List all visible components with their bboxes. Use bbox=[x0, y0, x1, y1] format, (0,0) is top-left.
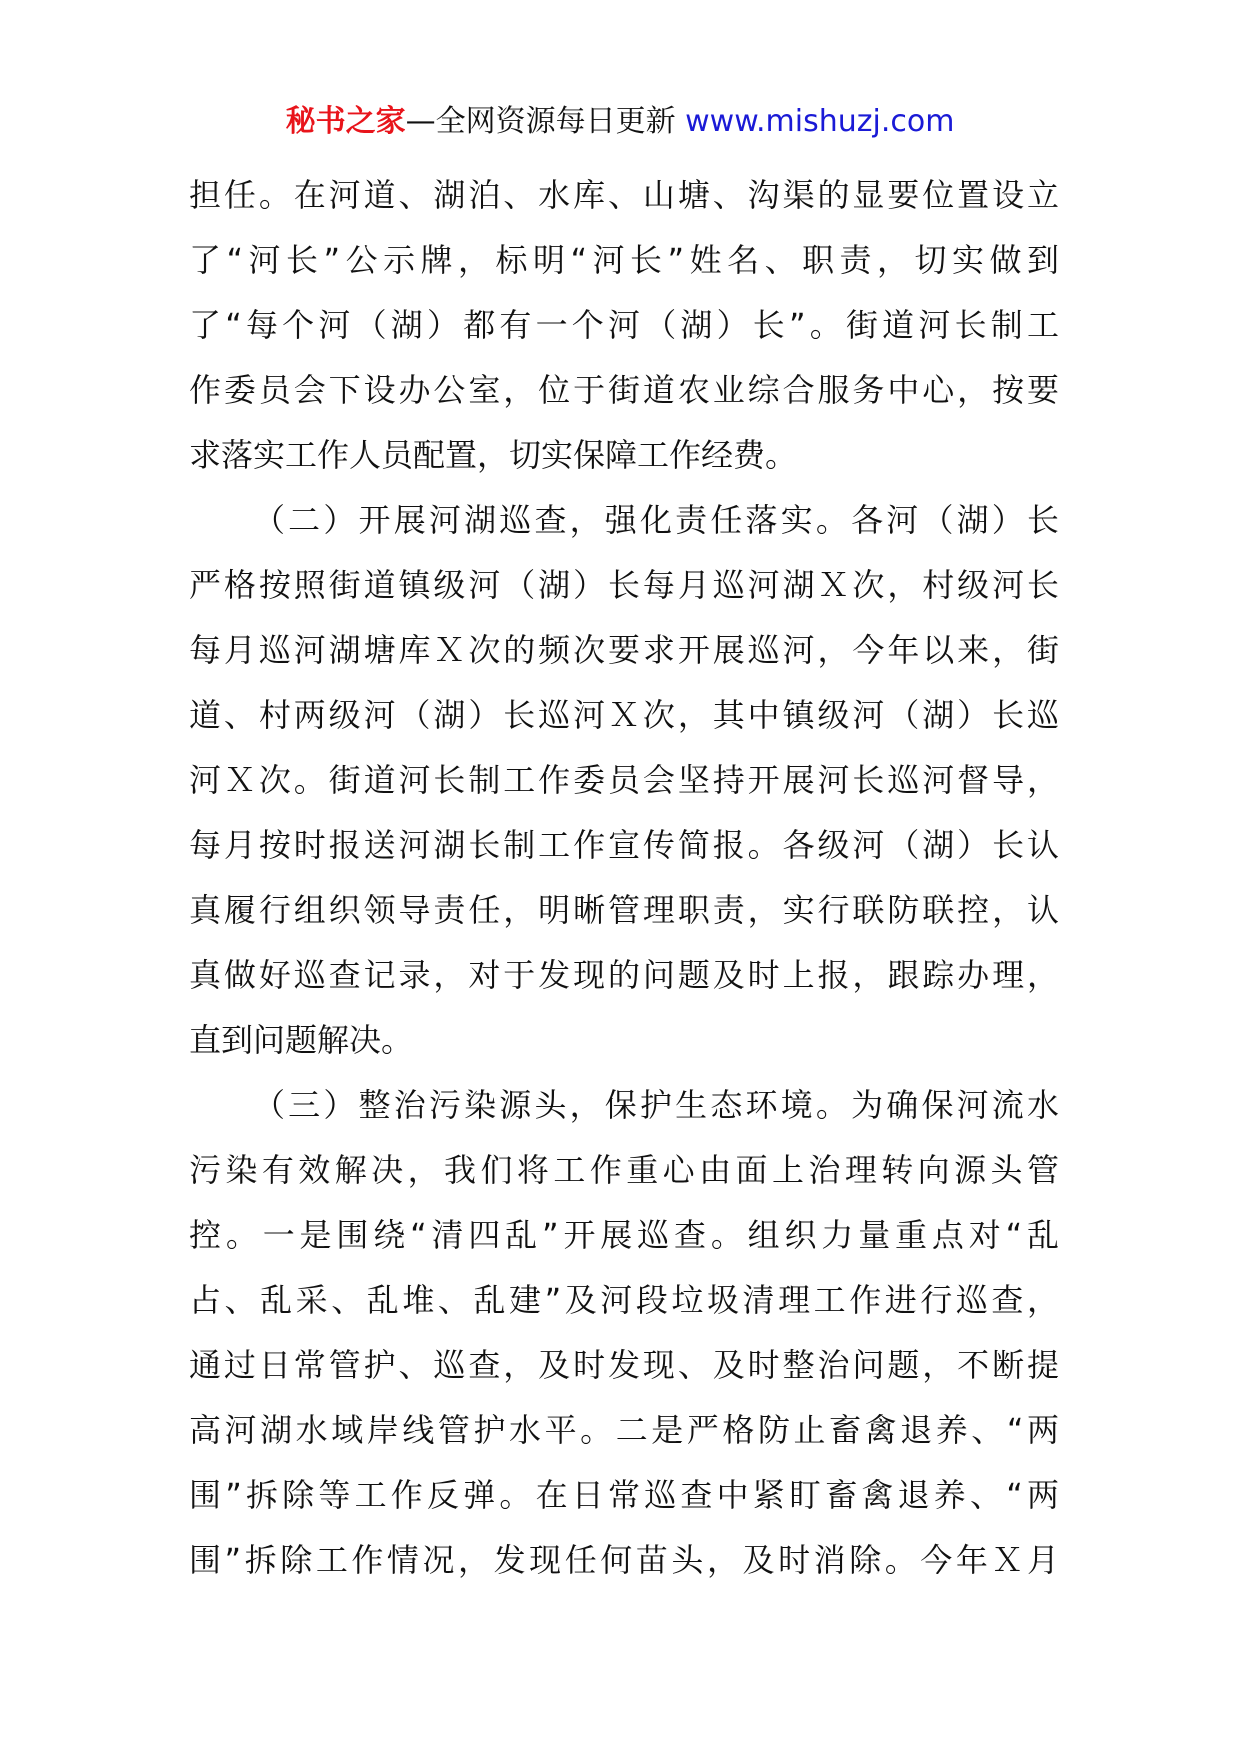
text-line: 道、村两级河（湖）长巡河Ｘ次，其中镇级河（湖）长巡 bbox=[189, 696, 1059, 734]
text-line: 作委员会下设办公室，位于街道农业综合服务中心，按要 bbox=[189, 371, 1059, 409]
paragraph bbox=[189, 1073, 1059, 1593]
brand-tagline: —全网资源每日更新 bbox=[405, 104, 676, 139]
text-line: 占、乱采、乱堆、乱建”及河段垃圾清理工作进行巡查， bbox=[189, 1281, 1059, 1319]
text-line: （三）整治污染源头，保护生态环境。为确保河流水 bbox=[253, 1086, 1059, 1124]
text-line: 了“每个河（湖）都有一个河（湖）长”。街道河长制工 bbox=[189, 306, 1059, 344]
text-line: 围”拆除工作情况，发现任何苗头，及时消除。今年Ｘ月 bbox=[189, 1541, 1059, 1579]
text-line: 真履行组织领导责任，明晰管理职责，实行联防联控，认 bbox=[189, 891, 1059, 929]
text-line: 河Ｘ次。街道河长制工作委员会坚持开展河长巡河督导， bbox=[189, 761, 1059, 799]
text-line: 直到问题解决。 bbox=[189, 1021, 414, 1059]
site-url-link[interactable]: www.mishuzj.com bbox=[685, 104, 955, 139]
text-line: 通过日常管护、巡查，及时发现、及时整治问题，不断提 bbox=[189, 1346, 1059, 1384]
text-line: 高河湖水域岸线管护水平。二是严格防止畜禽退养、“两 bbox=[189, 1411, 1059, 1449]
paragraph bbox=[189, 163, 1059, 488]
text-line: 真做好巡查记录，对于发现的问题及时上报，跟踪办理， bbox=[189, 956, 1059, 994]
text-line: 控。一是围绕“清四乱”开展巡查。组织力量重点对“乱 bbox=[189, 1216, 1059, 1254]
text-line: 求落实工作人员配置，切实保障工作经费。 bbox=[189, 436, 798, 474]
document-body bbox=[189, 163, 1059, 1593]
text-line: （二）开展河湖巡查，强化责任落实。各河（湖）长 bbox=[253, 501, 1059, 539]
text-line: 污染有效解决，我们将工作重心由面上治理转向源头管 bbox=[189, 1151, 1059, 1189]
text-line: 担任。在河道、湖泊、水库、山塘、沟渠的显要位置设立 bbox=[189, 176, 1059, 214]
text-line: 围”拆除等工作反弹。在日常巡查中紧盯畜禽退养、“两 bbox=[189, 1476, 1059, 1514]
text-line: 每月按时报送河湖长制工作宣传简报。各级河（湖）长认 bbox=[189, 826, 1059, 864]
text-line: 每月巡河湖塘库Ｘ次的频次要求开展巡河，今年以来，街 bbox=[189, 631, 1059, 669]
site-watermark-header bbox=[0, 100, 1240, 144]
paragraph bbox=[189, 488, 1059, 1073]
text-line: 了“河长”公示牌，标明“河长”姓名、职责，切实做到 bbox=[189, 241, 1059, 279]
text-line: 严格按照街道镇级河（湖）长每月巡河湖Ｘ次，村级河长 bbox=[189, 566, 1059, 604]
brand-name: 秘书之家 bbox=[285, 104, 406, 139]
